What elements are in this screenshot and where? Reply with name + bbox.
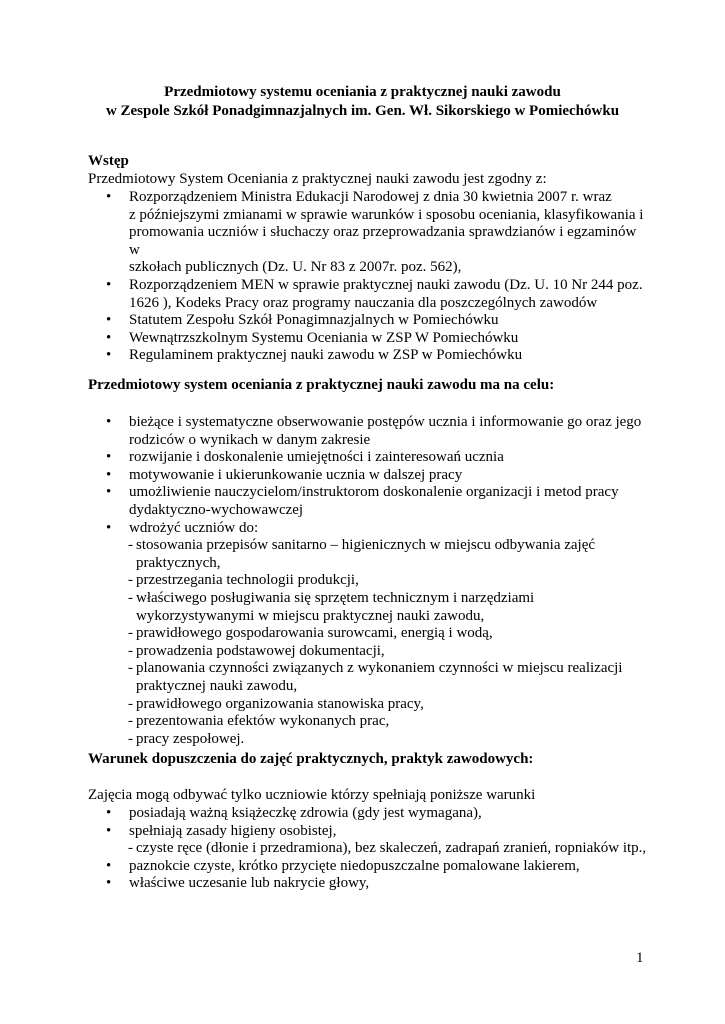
dash-marker: - (128, 625, 133, 642)
intro-list-item (88, 330, 648, 348)
text-line: promowania uczniów i słuchaczy oraz przeprowadzania sprawdzianów i egzaminów w (129, 224, 637, 258)
goals-list-item (88, 467, 648, 485)
goals-sub-item (88, 660, 648, 695)
dash-marker: - (128, 537, 133, 554)
goals-list (88, 414, 648, 748)
text-line: • Regulaminem praktycznej nauki zawodu w ZSP w Pomiechówku (129, 347, 523, 364)
intro-heading: Wstęp (88, 153, 129, 169)
text-line: prowadzenia podstawowej dokumentacji, (136, 642, 385, 659)
goals-sub-item (88, 572, 648, 590)
text-line: • wdrożyć uczniów do: (129, 519, 259, 536)
text-line: pracy zespołowej. (136, 730, 245, 747)
text-line: • Wewnątrzszkolnym Systemu Oceniania w ZSP W Pomiechówku (129, 329, 519, 346)
goals-sub-item (88, 713, 648, 731)
page-number: 1 (636, 950, 644, 966)
text-line: praktycznej nauki zawodu, (136, 677, 298, 694)
text-line: • Rozporządzeniem Ministra Edukacji Narodowej z dnia 30 kwietnia 2007 r. wraz (129, 189, 612, 205)
text-line: prawidłowego organizowania stanowiska pracy, (136, 695, 424, 712)
intro-list-item (88, 347, 648, 365)
text-line: • motywowanie i ukierunkowanie ucznia w dalszej pracy (129, 466, 463, 483)
text-line: • spełniają zasady higieny osobistej, (129, 822, 337, 839)
intro-list-item (88, 312, 648, 330)
text-line: 1626 ), Kodeks Pracy oraz programy nauczania dla poszczególnych zawodów (129, 294, 598, 311)
document-title-line-1: Przedmiotowy systemu oceniania z praktycznej nauki zawodu (164, 84, 561, 100)
goals-sub-item (88, 696, 648, 714)
conditions-list-item (88, 805, 648, 823)
text-line: stosowania przepisów sanitarno – higienicznych w miejscu odbywania zajęć (136, 537, 596, 554)
text-line: • paznokcie czyste, krótko przycięte niedopuszczalne pomalowane lakierem, (129, 857, 580, 874)
dash-marker: - (128, 840, 133, 857)
text-line: • Statutem Zespołu Szkół Ponagimnazjalnych w Pomiechówku (129, 312, 499, 329)
conditions-list-item (88, 875, 648, 893)
conditions-list-item (88, 823, 648, 841)
goals-sub-item (88, 537, 648, 572)
goals-sub-item (88, 625, 648, 643)
goals-list-item (88, 449, 648, 467)
conditions-sub-item (88, 840, 648, 858)
text-line: czyste ręce (dłonie i przedramiona), bez skaleczeń, zadrapań zranień, ropniaków itp., (136, 840, 647, 857)
text-line: planowania czynności związanych z wykonaniem czynności w miejscu realizacji (136, 660, 623, 677)
dash-marker: - (128, 572, 133, 589)
goals-sub-item (88, 731, 648, 749)
goals-heading: Przedmiotowy system oceniania z praktycznej nauki zawodu ma na celu: (88, 377, 555, 393)
text-line: szkołach publicznych (Dz. U. Nr 83 z 2007r. poz. 562), (129, 259, 462, 276)
dash-marker: - (128, 642, 133, 659)
dash-marker: - (128, 713, 133, 730)
dash-marker: - (128, 589, 133, 606)
text-line: • Rozporządzeniem MEN w sprawie praktycznej nauki zawodu (Dz. U. 10 Nr 244 poz. (129, 276, 643, 293)
text-line: • rozwijanie i doskonalenie umiejętności i zainteresowań ucznia (129, 449, 504, 466)
goals-sub-item (88, 590, 648, 625)
goals-list-item (88, 520, 648, 538)
text-line: • właściwe uczesanie lub nakrycie głowy, (129, 875, 370, 892)
conditions-lead: Zajęcia mogą odbywać tylko uczniowie którzy spełniają poniższe warunki (88, 787, 536, 803)
goals-sub-item (88, 643, 648, 661)
dash-marker: - (128, 730, 133, 747)
text-line: • posiadają ważną książeczkę zdrowia (gdy jest wymagana), (129, 805, 482, 821)
text-line: przestrzegania technologii produkcji, (136, 572, 359, 589)
document-title-line-2: w Zespole Szkół Ponadgimnazjalnych im. Gen. Wł. Sikorskiego w Pomiechówku (105, 103, 620, 119)
text-line: właściwego posługiwania się sprzętem technicznym i narzędziami (136, 589, 535, 606)
conditions-heading: Warunek dopuszczenia do zajęć praktycznych, praktyk zawodowych: (88, 751, 534, 767)
intro-lead: Przedmiotowy System Oceniania z praktycznej nauki zawodu jest zgodny z: (88, 171, 547, 187)
text-line: z późniejszymi zmianami w sprawie warunków i sposobu oceniania, klasyfikowania i (129, 206, 644, 223)
text-line: dydaktyczno-wychowawczej (129, 501, 304, 518)
intro-list-item (88, 189, 648, 277)
text-line: wykorzystywanymi w miejscu praktycznej nauki zawodu, (136, 607, 485, 624)
text-line: • umożliwienie nauczycielom/instruktorom doskonalenie organizacji i metod pracy (129, 484, 619, 501)
goals-list-item (88, 414, 648, 449)
text-line: prezentowania efektów wykonanych prac, (136, 713, 390, 730)
text-line: praktycznych, (136, 554, 221, 571)
text-line: • bieżące i systematyczne obserwowanie postępów ucznia i informowanie go oraz jego (129, 414, 642, 430)
text-line: rodziców o wynikach w danym zakresie (129, 431, 371, 448)
conditions-list-item (88, 858, 648, 876)
text-line: prawidłowego gospodarowania surowcami, energią i wodą, (136, 625, 493, 642)
intro-list (88, 189, 648, 365)
conditions-list (88, 805, 648, 893)
dash-marker: - (128, 695, 133, 712)
intro-list-item (88, 277, 648, 312)
dash-marker: - (128, 660, 133, 677)
goals-list-item (88, 484, 648, 519)
